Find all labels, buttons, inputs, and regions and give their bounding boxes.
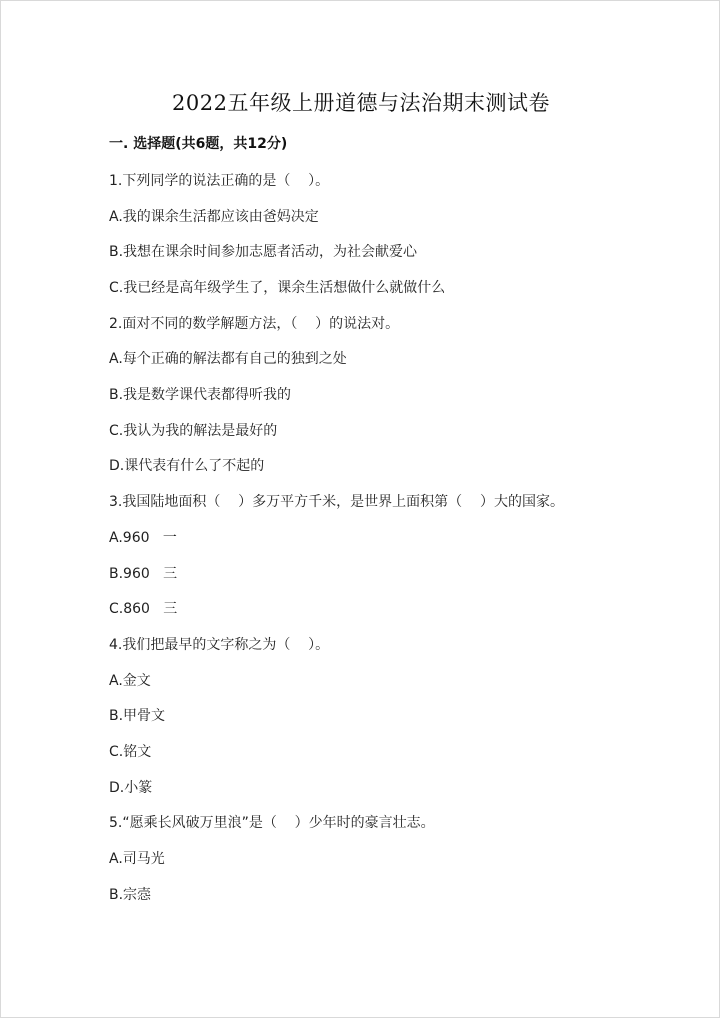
question-4-option-d: D.小篆 [109, 780, 153, 796]
question-1: 1.下列同学的说法正确的是（ ）。 [109, 173, 330, 189]
question-2: 2.面对不同的数学解题方法，（ ）的说法对。 [109, 316, 400, 332]
question-3-option-b: B.960 三 [109, 566, 178, 582]
question-5: 5.“愿乘长风破万里浪”是（ ）少年时的豪言壮志。 [109, 815, 435, 831]
question-2-option-b: B.我是数学课代表都得听我的 [109, 387, 292, 403]
question-4: 4.我们把最早的文字称之为（ ）。 [109, 637, 330, 653]
question-3-option-c: C.860 三 [109, 601, 178, 617]
question-5-option-a: A.司马光 [109, 851, 165, 867]
question-2-option-a: A.每个正确的解法都有自己的独到之处 [109, 351, 347, 367]
question-1-option-c: C.我已经是高年级学生了，课余生活想做什么就做什么 [109, 280, 446, 296]
question-2-option-c: C.我认为我的解法是最好的 [109, 423, 278, 439]
question-3: 3.我国陆地面积（ ）多万平方千米，是世界上面积第（ ）大的国家。 [109, 494, 564, 510]
question-2-option-d: D.课代表有什么了不起的 [109, 458, 265, 474]
question-4-option-c: C.铭文 [109, 744, 152, 760]
question-1-option-b: B.我想在课余时间参加志愿者活动，为社会献爱心 [109, 244, 418, 260]
question-4-option-b: B.甲骨文 [109, 708, 166, 724]
question-4-option-a: A.金文 [109, 673, 151, 689]
question-1-option-a: A.我的课余生活都应该由爸妈决定 [109, 209, 319, 225]
question-5-option-b: B.宗悫 [109, 887, 152, 903]
section-heading: 一. 选择题(共6题，共12分) [109, 136, 288, 152]
document-title: 2022五年级上册道德与法治期末测试卷 [172, 91, 550, 115]
question-3-option-a: A.960 一 [109, 530, 177, 546]
